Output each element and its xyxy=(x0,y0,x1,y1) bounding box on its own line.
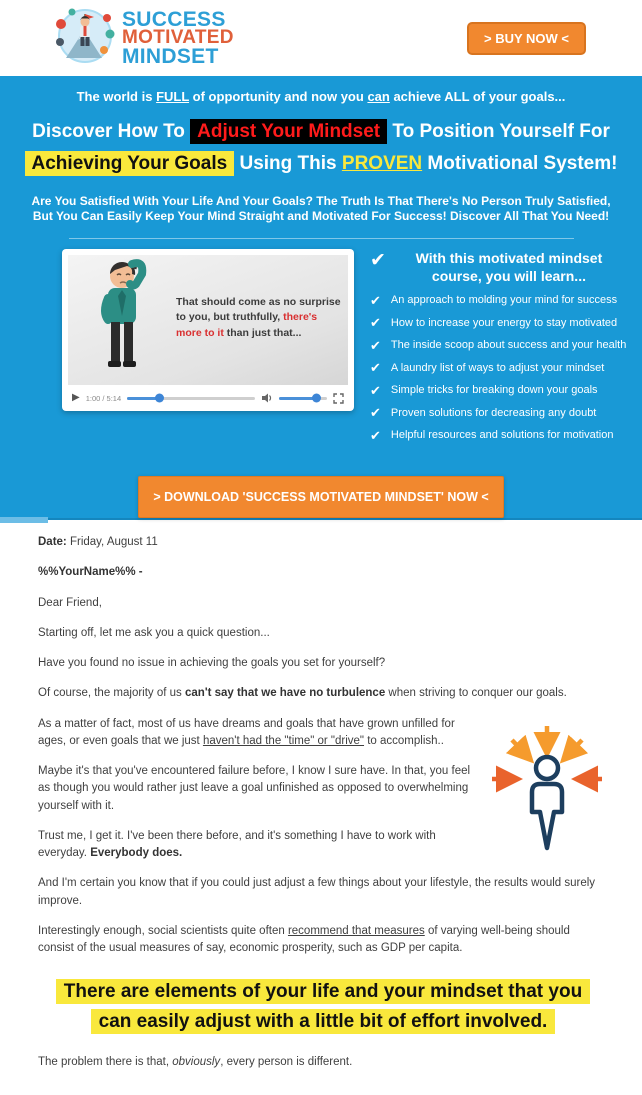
date-value: Friday, August 11 xyxy=(66,536,158,549)
check-icon: ✔ xyxy=(370,250,386,272)
check-icon: ✔ xyxy=(370,337,381,353)
headline-yellow-highlight: Achieving Your Goals xyxy=(25,151,235,176)
date-label: Date: xyxy=(38,536,67,549)
letter-paragraph xyxy=(38,1054,608,1071)
header xyxy=(0,0,642,76)
tagline-text: of opportunity and now you xyxy=(189,89,368,104)
paragraph-text: The problem there is that, xyxy=(38,1056,173,1069)
logo-line-1: SUCCESS xyxy=(122,7,226,31)
benefit-item-label: The inside scoop about success and your health xyxy=(390,339,627,352)
benefit-item-label: Helpful resources and solutions for motivation xyxy=(390,429,614,442)
paragraph-text: of varying well-being should consist of the usual measures of say, economic prosperity, such as GDP per capita. xyxy=(38,924,570,955)
play-icon[interactable]: ▶ xyxy=(72,392,80,404)
paragraph-underline-text: haven't had the "time" or "drive" xyxy=(202,734,365,747)
logo-line-2: MOTIVATED xyxy=(122,27,234,49)
date-line xyxy=(38,534,608,551)
benefit-item xyxy=(370,316,622,329)
fullscreen-icon[interactable] xyxy=(333,393,344,404)
check-icon: ✔ xyxy=(370,360,381,376)
tagline-underline-can: can xyxy=(367,89,390,104)
letter-paragraph xyxy=(38,685,608,702)
benefit-item-label: How to increase your energy to stay motivated xyxy=(390,316,618,329)
progress-bar[interactable] xyxy=(127,397,255,400)
cartoon-man-illustration xyxy=(82,255,162,381)
benefit-item xyxy=(370,429,622,442)
download-button[interactable]: > DOWNLOAD 'SUCCESS MOTIVATED MINDSET' NOW < xyxy=(138,476,504,518)
paragraph-text: Of course, the majority of us xyxy=(38,687,186,700)
tagline-text: The world is xyxy=(76,89,157,104)
hero-headline xyxy=(0,116,642,181)
logo-text xyxy=(122,7,234,68)
benefit-item-label: An approach to molding your mind for success xyxy=(390,294,618,307)
check-icon: ✔ xyxy=(370,405,381,421)
check-icon: ✔ xyxy=(370,292,381,308)
paragraph-underline-text: recommend that measures xyxy=(287,924,425,937)
tagline-underline-full: FULL xyxy=(156,89,190,104)
progress-knob[interactable] xyxy=(155,394,164,403)
hero-subheadline xyxy=(0,194,642,226)
sales-letter xyxy=(0,520,642,1094)
headline-text: Using This xyxy=(234,153,342,175)
headline-proven-link: PROVEN xyxy=(341,153,423,175)
video-screen[interactable] xyxy=(68,255,348,385)
paragraph-text: when striving to conquer our goals. xyxy=(385,687,567,700)
salutation: %%YourName%% - xyxy=(38,566,143,579)
hero-bottom-tab xyxy=(0,517,48,523)
subheadline-line-2: But You Can Easily Keep Your Mind Straight and Motivated For Success! Discover All That You Need! xyxy=(32,209,610,224)
logo-line-3: MINDSET xyxy=(122,44,219,68)
caption-text: than just that... xyxy=(223,326,302,339)
paragraph-italic-text: obviously xyxy=(172,1056,221,1069)
highlighted-headline xyxy=(38,977,608,1036)
paragraph-bold-text: Everybody does. xyxy=(90,847,183,860)
logo[interactable] xyxy=(52,4,234,73)
volume-icon[interactable] xyxy=(261,392,273,404)
video-controls xyxy=(68,385,348,411)
benefit-item-label: Simple tricks for breaking down your goals xyxy=(390,384,598,397)
letter-paragraph: And I'm certain you know that if you could just adjust a few things about your lifestyle, the results would surely improve. xyxy=(38,877,596,907)
headline-text: To Position Yourself For xyxy=(387,121,610,142)
hero-section xyxy=(0,76,642,520)
video-player xyxy=(62,249,354,411)
hero-tagline xyxy=(0,89,642,104)
highlight-line-1: There are elements of your life and your mindset that you xyxy=(56,979,590,1004)
benefit-item xyxy=(370,337,627,353)
tagline-text: achieve ALL of your goals... xyxy=(389,89,566,104)
caption-red-text: there's more to it xyxy=(176,311,318,339)
volume-fill xyxy=(279,397,317,400)
paragraph-text: As a matter of fact, most of us have dreams and goals that have grown unfilled for ages, or even goals that we just xyxy=(38,717,455,747)
letter-paragraph xyxy=(38,923,608,958)
benefit-item xyxy=(370,384,622,397)
letter-paragraph: Starting off, let me ask you a quick question... xyxy=(38,626,270,639)
paragraph-text: Interestingly enough, social scientists quite often xyxy=(38,924,288,937)
benefit-item xyxy=(370,361,622,374)
benefit-item xyxy=(370,294,622,307)
paragraph-text: Trust me, I get it. I've been there before, and it's something I have to work with everyday. xyxy=(38,829,436,860)
headline-red-highlight: Adjust Your Mindset xyxy=(190,119,387,144)
caption-text: That should come as no surprise to you, but truthfully, xyxy=(176,296,341,324)
person-arrows-illustration xyxy=(486,718,608,856)
benefits-list xyxy=(370,249,627,451)
paragraph-bold-text: can't say that we have no turbulence xyxy=(185,687,386,700)
paragraph-text: , every person is different. xyxy=(220,1056,353,1069)
check-icon: ✔ xyxy=(370,427,381,443)
headline-text: Motivational System! xyxy=(422,153,618,175)
volume-slider[interactable] xyxy=(279,397,327,400)
volume-knob[interactable] xyxy=(312,394,321,403)
benefit-item-label: A laundry list of ways to adjust your mindset xyxy=(390,361,605,374)
subheadline-line-1: Are You Satisfied With Your Life And Your Goals? The Truth Is That There's No Person Truly Satisfied, xyxy=(31,193,611,208)
buy-now-button[interactable]: > BUY NOW < xyxy=(467,22,586,55)
letter-paragraph: Dear Friend, xyxy=(38,596,102,609)
paragraph-text: to accomplish.. xyxy=(364,734,444,747)
headline-text: Discover How To xyxy=(32,121,191,142)
video-caption xyxy=(176,295,342,341)
letter-paragraph: Have you found no issue in achieving the goals you set for yourself? xyxy=(38,657,386,670)
highlight-line-2: can easily adjust with a little bit of effort involved. xyxy=(91,1009,556,1034)
benefit-item xyxy=(370,406,622,419)
benefits-heading: With this motivated mindset course, you will learn... xyxy=(415,250,603,285)
logo-badge-icon xyxy=(52,4,116,73)
letter-paragraph: Maybe it's that you've encountered failure before, I know I sure have. In that, you feel as though you would rather just leave a goal unfinished as opposed to overwhelming yourself with it. xyxy=(38,765,471,812)
check-icon: ✔ xyxy=(370,315,381,331)
progress-fill xyxy=(127,397,160,400)
check-icon: ✔ xyxy=(370,382,381,398)
video-time: 1:00 / 5:14 xyxy=(85,393,122,403)
benefits-heading-row xyxy=(370,249,622,285)
benefit-item-label: Proven solutions for decreasing any doubt xyxy=(390,406,597,419)
